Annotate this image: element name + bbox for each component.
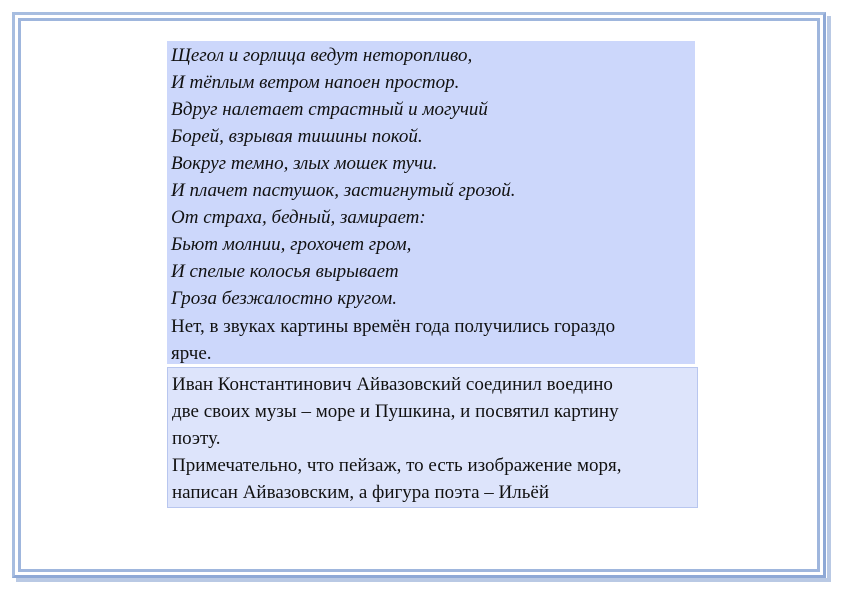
poem-comment: [171, 313, 691, 367]
poem-line: Щегол и горлица ведут неторопливо,: [171, 45, 473, 66]
poem-comment-line: Нет, в звуках картины времён года получились гораздо: [171, 316, 616, 337]
info-line: Иван Константинович Айвазовский соединил воедино: [172, 374, 613, 395]
info-line: Примечательно, что пейзаж, то есть изображение моря,: [172, 455, 622, 476]
poem-line: Борей, взрывая тишины покой.: [171, 126, 423, 147]
frame-shadow-right: [827, 16, 831, 582]
poem-line: Вдруг налетает страстный и могучий: [171, 99, 488, 120]
info-line: поэту.: [172, 428, 221, 449]
info-text-box: [167, 367, 698, 508]
poem-line: Гроза безжалостно кругом.: [171, 288, 397, 309]
poem-line: И тёплым ветром напоен простор.: [171, 72, 460, 93]
poem-comment-line: ярче.: [171, 343, 212, 364]
poem-line: Бьют молнии, грохочет гром,: [171, 234, 412, 255]
frame-shadow-bottom: [16, 578, 831, 582]
poem-text-box: [167, 41, 695, 364]
poem-line: И плачет пастушок, застигнутый грозой.: [171, 180, 516, 201]
poem-line: Вокруг темно, злых мошек тучи.: [171, 153, 438, 174]
poem-line: От страха, бедный, замирает:: [171, 207, 426, 228]
info-line: написан Айвазовским, а фигура поэта – Ильёй: [172, 482, 549, 503]
info-line: две своих музы – море и Пушкина, и посвятил картину: [172, 401, 619, 422]
poem-line: И спелые колосья вырывает: [171, 261, 399, 282]
